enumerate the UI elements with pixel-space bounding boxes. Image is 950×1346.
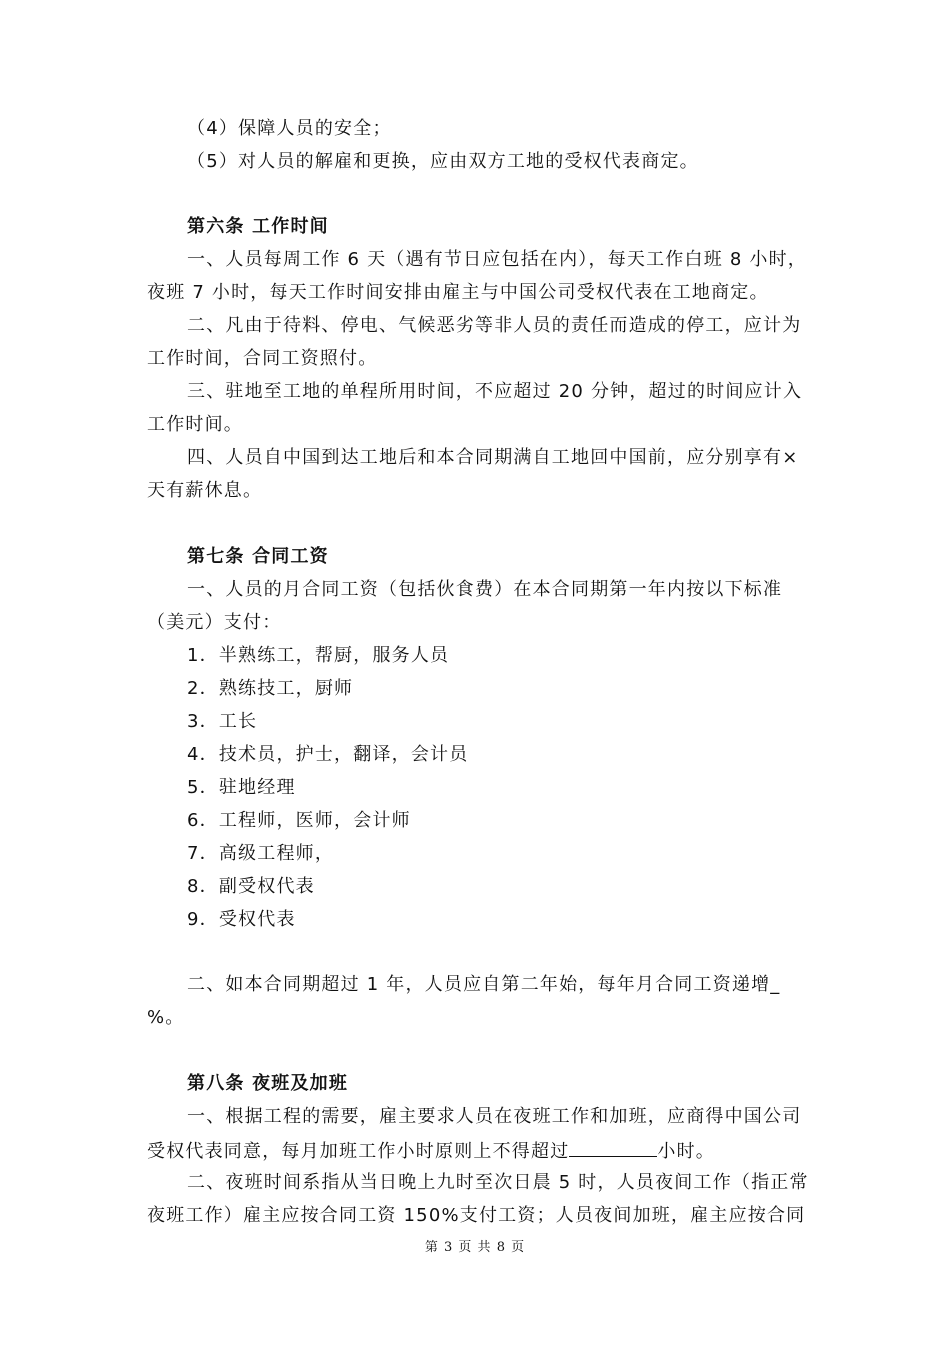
duty-item-4: （4）保障人员的安全； (187, 118, 392, 139)
art7-para2-line1: 二、如本合同期超过 1 年，人员应自第二年始，每年月合同工资递增_ (187, 974, 781, 995)
article-7-heading: 第七条 合同工资 (187, 546, 329, 567)
fill-in-blank (569, 1138, 657, 1157)
art6-para4-line2: 天有薪休息。 (147, 480, 263, 501)
art6-para1-line2: 夜班 7 小时，每天工作时间安排由雇主与中国公司受权代表在工地商定。 (147, 282, 769, 303)
art6-para2-line2: 工作时间，合同工资照付。 (147, 348, 378, 369)
duty-item-5: （5）对人员的解雇和更换，应由双方工地的受权代表商定。 (187, 151, 699, 172)
salary-grade-item: 5．驻地经理 (187, 777, 296, 798)
art8-para1-text-b: 小时。 (657, 1141, 716, 1162)
salary-grade-item: 6．工程师，医师，会计师 (187, 810, 411, 831)
article-8-heading: 第八条 夜班及加班 (187, 1073, 349, 1094)
art8-para1-text-a: 受权代表同意，每月加班工作小时原则上不得超过 (147, 1141, 570, 1162)
art6-para4-line1: 四、人员自中国到达工地后和本合同期满自工地回中国前，应分别享有× (187, 447, 799, 468)
salary-grade-item: 4．技术员，护士，翻译，会计员 (187, 744, 469, 765)
salary-grade-item: 3．工长 (187, 711, 258, 732)
art8-para2-line2: 夜班工作）雇主应按合同工资 150%支付工资；人员夜间加班，雇主应按合同 (147, 1205, 806, 1226)
article-6-heading: 第六条 工作时间 (187, 216, 329, 237)
art6-para3-line1: 三、驻地至工地的单程所用时间，不应超过 20 分钟，超过的时间应计入 (187, 381, 803, 402)
art8-para1-line1: 一、根据工程的需要，雇主要求人员在夜班工作和加班，应商得中国公司 (187, 1106, 802, 1127)
art6-para3-line2: 工作时间。 (147, 414, 243, 435)
art7-para1-line1: 一、人员的月合同工资（包括伙食费）在本合同期第一年内按以下标准 (187, 579, 783, 600)
salary-grade-item: 7．高级工程师， (187, 843, 335, 864)
art6-para2-line1: 二、凡由于待料、停电、气候恶劣等非人员的责任而造成的停工，应计为 (187, 315, 802, 336)
salary-grade-item: 9．受权代表 (187, 909, 296, 930)
salary-grade-item: 2．熟练技工，厨师 (187, 678, 354, 699)
page-footer: 第 3 页 共 8 页 (424, 1240, 526, 1255)
art8-para2-line1: 二、夜班时间系指从当日晚上九时至次日晨 5 时，人员夜间工作（指正常 (187, 1172, 809, 1193)
salary-grade-item: 1．半熟练工，帮厨，服务人员 (187, 645, 450, 666)
salary-grade-item: 8．副受权代表 (187, 876, 315, 897)
art8-para1-line2 (147, 1138, 715, 1164)
art6-para1-line1: 一、人员每周工作 6 天（遇有节日应包括在内），每天工作白班 8 小时， (187, 249, 807, 270)
art7-para2-line2: %。 (147, 1007, 185, 1028)
art7-para1-line2: （美元）支付： (147, 612, 282, 633)
